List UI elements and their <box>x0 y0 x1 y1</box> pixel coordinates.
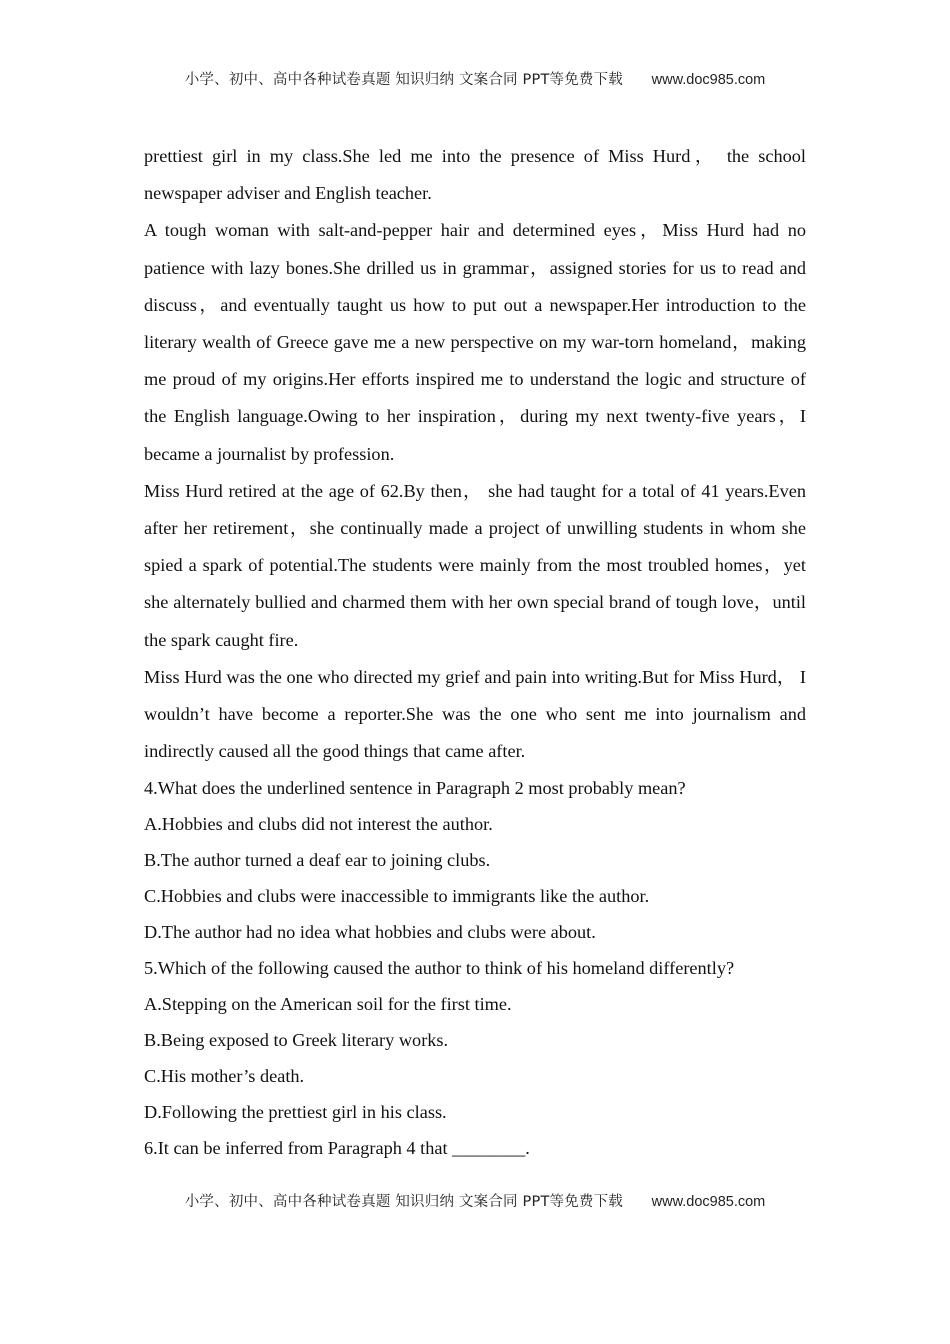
option-c: C.Hobbies and clubs were inaccessible to immigrants like the author. <box>144 886 650 907</box>
page-footer <box>0 1190 950 1211</box>
paragraph-miss-hurd-intro: A tough woman with salt-and-pepper hair and determined eyes，Miss Hurd had no patience with lazy bones.She drilled us in grammar，assigned stories for us to read and discuss，and eventually taught us how to put out a newspaper.Her introduction to the literary wealth of Greece gave me a new perspective on my war-torn homeland，making me proud of my origins.Her efforts inspired me to understand the logic and structure of the English language.Owing to her inspiration，during my next twenty-five years，I became a journalist by profession. <box>144 220 806 464</box>
paragraph-conclusion: Miss Hurd was the one who directed my grief and pain into writing.But for Miss Hurd， I wouldn’t have become a reporter.She was the one who sent me into journalism and indirectly caused all the good things that came after. <box>144 666 806 762</box>
question-5 <box>144 950 806 1130</box>
footer-text: 小学、初中、高中各种试卷真题 知识归纳 文案合同 PPT等免费下载 <box>184 1194 624 1210</box>
document-body <box>144 138 806 1166</box>
page-header <box>0 68 950 89</box>
option-d: D.The author had no idea what hobbies and clubs were about. <box>144 922 596 943</box>
paragraph-retirement: Miss Hurd retired at the age of 62.By then， she had taught for a total of 41 years.Even after her retirement，she continually made a project of unwilling students in whom she spied a spark of potential.The students were mainly from the most troubled homes，yet she alternately bullied and charmed them with her own special brand of tough love，until the spark caught fire. <box>144 480 806 650</box>
question-4 <box>144 770 806 950</box>
option-b: B.Being exposed to Greek literary works. <box>144 1030 449 1051</box>
option-a: A.Stepping on the American soil for the first time. <box>144 994 512 1015</box>
option-d: D.Following the prettiest girl in his class. <box>144 1102 447 1123</box>
paragraph-continued: prettiest girl in my class.She led me into the presence of Miss Hurd， the school newspaper adviser and English teacher. <box>144 146 806 204</box>
question-6 <box>144 1130 806 1166</box>
header-url[interactable]: www.doc985.com <box>651 72 766 88</box>
question-stem: 6.It can be inferred from Paragraph 4 that ________. <box>144 1138 530 1159</box>
option-a: A.Hobbies and clubs did not interest the author. <box>144 814 493 835</box>
footer-url[interactable]: www.doc985.com <box>651 1194 766 1210</box>
option-b: B.The author turned a deaf ear to joining clubs. <box>144 850 491 871</box>
header-text: 小学、初中、高中各种试卷真题 知识归纳 文案合同 PPT等免费下载 <box>184 72 624 88</box>
question-stem: 5.Which of the following caused the author to think of his homeland differently? <box>144 958 735 979</box>
question-stem: 4.What does the underlined sentence in Paragraph 2 most probably mean? <box>144 778 686 799</box>
option-c: C.His mother’s death. <box>144 1066 305 1087</box>
